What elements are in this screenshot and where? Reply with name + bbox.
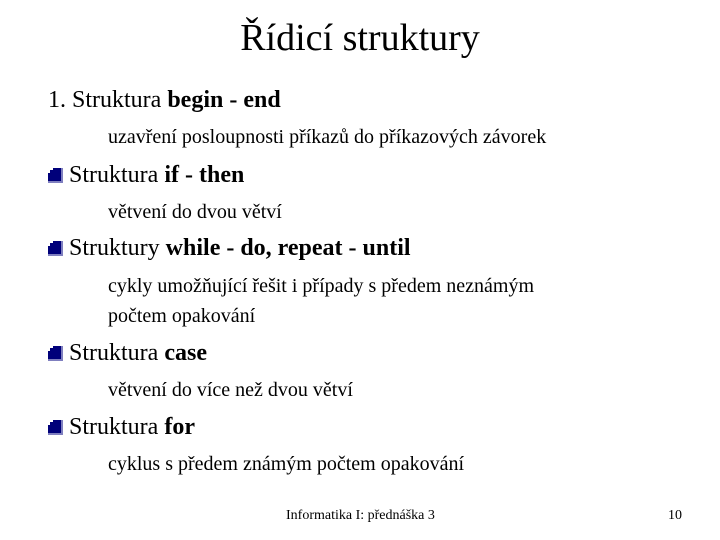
item-description: větvení do dvou větví bbox=[108, 201, 282, 223]
item-description: cyklus s předem známým počtem opakování bbox=[108, 453, 465, 475]
footer-course-label: Informatika I: přednáška 3 bbox=[286, 508, 435, 523]
list-item-case bbox=[48, 339, 207, 367]
item-keyword: for bbox=[164, 414, 195, 440]
checkbox-square-bullet-icon bbox=[48, 168, 63, 183]
list-item-while-repeat bbox=[48, 234, 411, 262]
item-keyword: if - then bbox=[164, 162, 245, 188]
item-number: 1. bbox=[48, 87, 66, 113]
checkbox-square-bullet-icon bbox=[48, 346, 63, 361]
checkbox-square-bullet-icon bbox=[48, 420, 63, 435]
item-prefix: Struktury bbox=[69, 235, 160, 261]
item-prefix: Struktura bbox=[69, 414, 159, 440]
page-number: 10 bbox=[668, 508, 682, 523]
item-prefix: Struktura bbox=[72, 87, 162, 113]
item-description: uzavření posloupnosti příkazů do příkazových závorek bbox=[108, 126, 547, 148]
list-item-for bbox=[48, 413, 195, 441]
list-item-if-then bbox=[48, 161, 244, 189]
item-description: cykly umožňující řešit i případy s předem neznámým bbox=[108, 275, 534, 297]
item-prefix: Struktura bbox=[69, 340, 159, 366]
checkbox-square-bullet-icon bbox=[48, 241, 63, 256]
item-description: větvení do více než dvou větví bbox=[108, 379, 353, 401]
slide-title: Řídicí struktury bbox=[240, 17, 480, 59]
item-keyword: while - do, repeat - until bbox=[165, 235, 411, 261]
item-keyword: begin - end bbox=[167, 87, 281, 113]
item-description-continuation: počtem opakování bbox=[108, 305, 256, 327]
list-item-begin-end bbox=[48, 86, 281, 114]
item-prefix: Struktura bbox=[69, 162, 159, 188]
item-keyword: case bbox=[164, 340, 207, 366]
